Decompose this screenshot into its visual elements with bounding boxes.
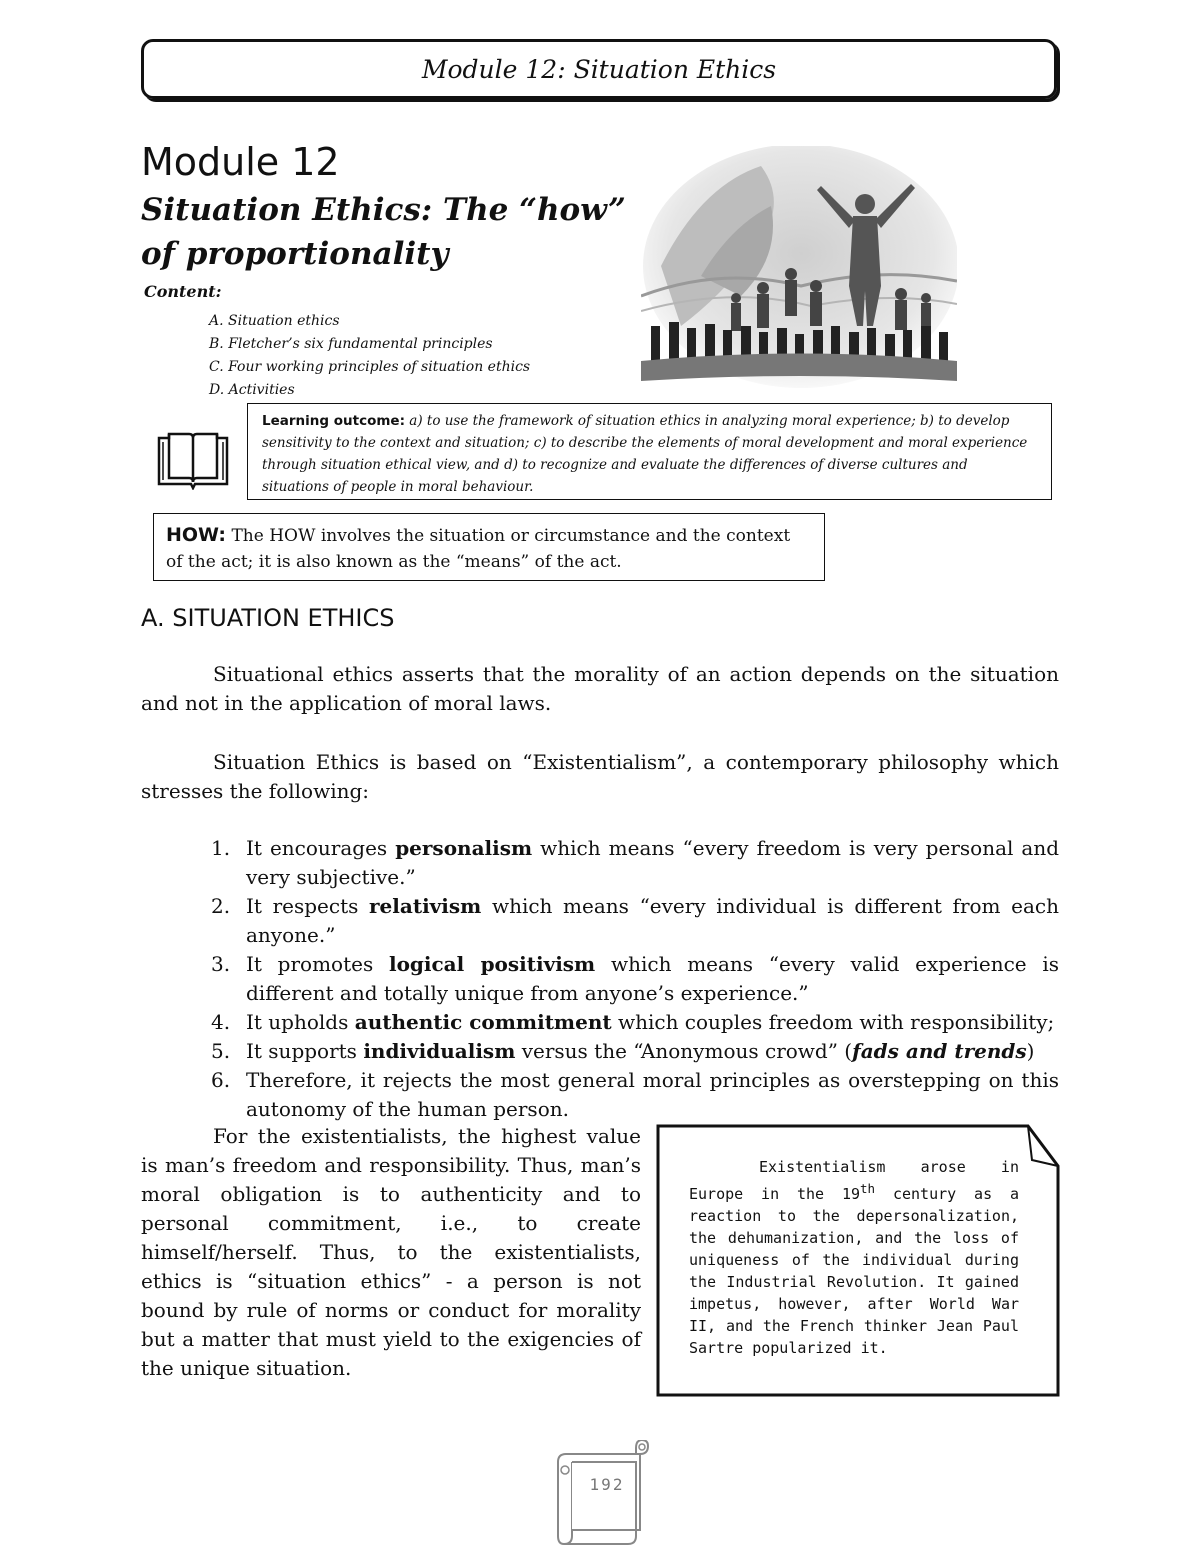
paragraph	[141, 660, 1059, 718]
list-item	[211, 892, 1059, 950]
contents-item: B. Fletcher’s six fundamental principles	[209, 336, 493, 352]
list-item	[211, 1037, 1059, 1066]
list-text: which means “every valid experience is different and totally unique from anyone’s experience.”	[246, 952, 1060, 1005]
list-text: which means “every freedom is very personal and very subjective.”	[246, 836, 1060, 889]
page-number: 192	[589, 1475, 625, 1494]
how-box	[153, 513, 825, 581]
list-number: 6.	[211, 1068, 231, 1092]
how-text: The HOW involves the situation or circumstance and the context of the act; it is also known as the “means” of the act.	[166, 526, 791, 572]
sidebar-superscript: th	[860, 1181, 876, 1196]
sidebar-text-part: century as a reaction to the depersonalization, the dehumanization, and the loss of uniqueness of the individual during the Industrial Revolution. It gained impetus, however, after World War II, and the French thinker Jean Paul Sartre popularized it.	[689, 1185, 1019, 1357]
paragraph-text: Situation Ethics is based on “Existentialism”, a contemporary philosophy which stresses the following:	[141, 750, 1059, 803]
module-subtitle: Situation Ethics: The “how” of proportionality	[141, 192, 626, 272]
list-text: versus the “Anonymous crowd” (	[515, 1039, 853, 1063]
learning-outcome-label: Learning outcome:	[262, 413, 405, 429]
list-number: 3.	[211, 952, 231, 976]
list-item	[211, 1066, 1059, 1124]
list-text: which couples freedom with responsibility;	[611, 1010, 1055, 1034]
existentialism-list	[211, 834, 1059, 1124]
section-heading: A. SITUATION ETHICS	[141, 604, 395, 632]
list-term: authentic commitment	[354, 1010, 612, 1034]
list-number: 1.	[211, 836, 231, 860]
learning-outcome-box	[247, 403, 1052, 500]
list-text: It promotes	[246, 952, 389, 976]
list-text: It upholds	[246, 1010, 355, 1034]
paragraph-text: For the existentialists, the highest value is man’s freedom and responsibility. Thus, man’s moral obligation is to authenticity and to personal commitment, i.e., to create himself/herself. Thus, to the existentialists, ethics is “situation ethics” - a person is not bound by rule of norms or conduct for morality but a matter that must yield to the exigencies of the unique situation.	[141, 1124, 641, 1380]
list-item	[211, 834, 1059, 892]
paragraph	[141, 748, 1059, 806]
list-text: which means “every individual is different from each anyone.”	[246, 894, 1060, 947]
module-number: Module 12	[141, 140, 340, 184]
list-text: )	[1026, 1039, 1035, 1063]
list-text: It supports	[246, 1039, 364, 1063]
list-term: logical positivism	[388, 952, 596, 976]
list-text: Therefore, it rejects the most general moral principles as overstepping on this autonomy of the human person.	[246, 1068, 1059, 1121]
crowd-illustration	[641, 146, 957, 396]
list-italic: fads and trends	[852, 1039, 1027, 1063]
contents-item: D. Activities	[209, 382, 295, 398]
module-header	[141, 39, 1057, 99]
list-number: 4.	[211, 1010, 231, 1034]
list-text: It encourages	[246, 836, 396, 860]
learning-outcome-text: a) to use the framework of situation ethics in analyzing moral experience; b) to develop sensitivity to the context and situation; c) to describe the elements of moral development and moral experience through situation ethical view, and d) to recognize and evaluate the differences of diverse cultures and situations of people in moral behaviour.	[262, 413, 1028, 495]
sidebar-text	[689, 1156, 1019, 1359]
contents-item: C. Four working principles of situation ethics	[209, 359, 531, 375]
sidebar-text-part: Existentialism arose in Europe in the 19	[689, 1158, 1019, 1203]
contents-list	[209, 310, 530, 402]
paragraph-text: Situational ethics asserts that the morality of an action depends on the situation and not in the application of moral laws.	[141, 662, 1059, 715]
list-item	[211, 950, 1059, 1008]
book-icon	[155, 430, 231, 490]
list-term: personalism	[395, 836, 533, 860]
list-number: 5.	[211, 1039, 231, 1063]
list-text: It respects	[246, 894, 370, 918]
paragraph	[141, 1122, 641, 1383]
scroll-icon	[544, 1440, 656, 1552]
how-label: HOW:	[166, 524, 227, 546]
list-term: relativism	[369, 894, 482, 918]
list-number: 2.	[211, 894, 231, 918]
header-title: Module 12: Situation Ethics	[421, 54, 777, 84]
contents-item: A. Situation ethics	[209, 313, 340, 329]
list-term: individualism	[363, 1039, 516, 1063]
contents-label: Content:	[144, 282, 222, 301]
list-item	[211, 1008, 1059, 1037]
